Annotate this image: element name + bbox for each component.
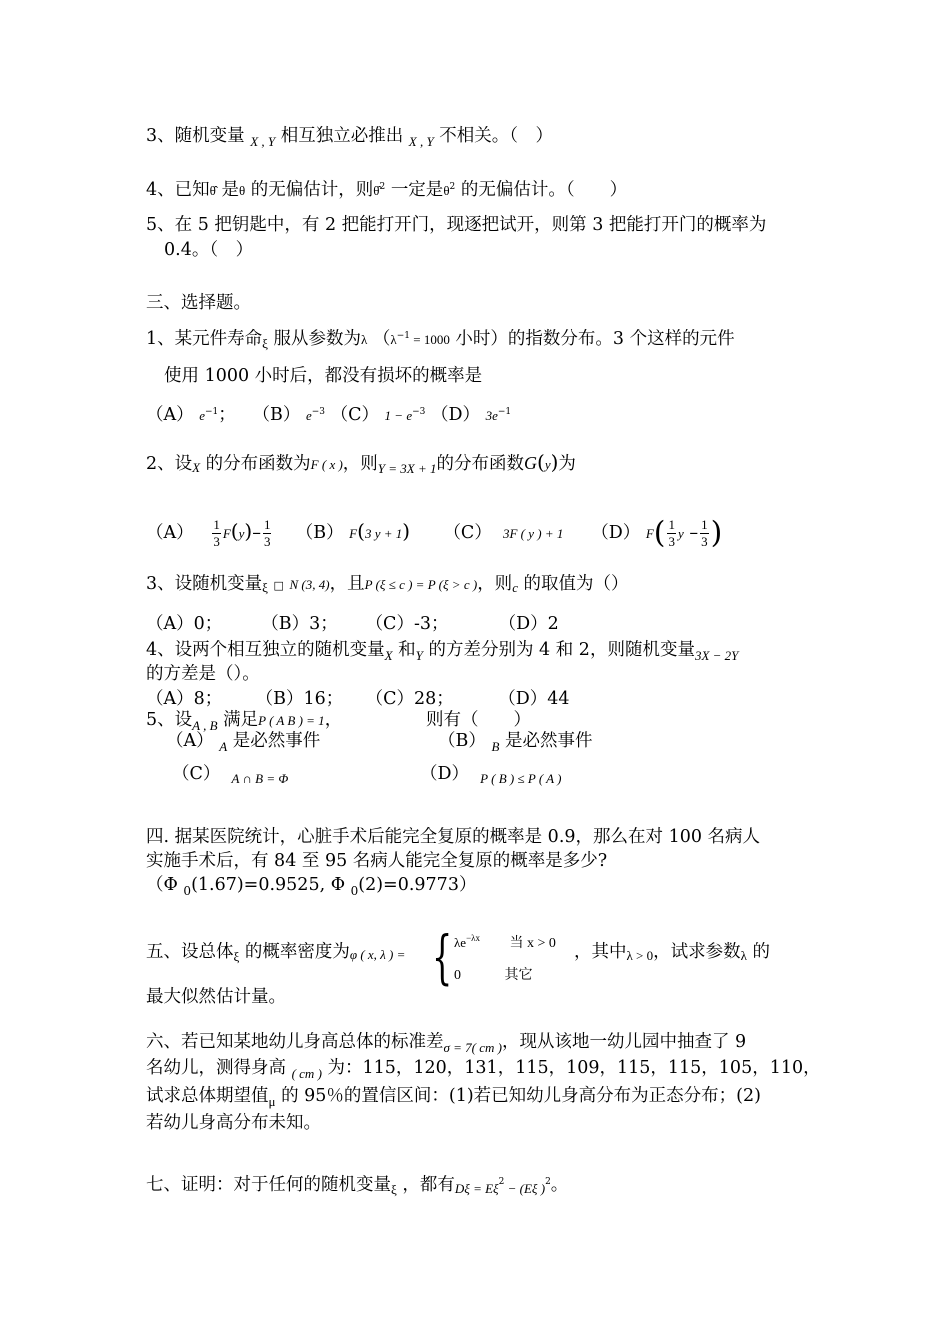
frac-num: 1 <box>700 517 709 534</box>
q5-line-2: 最大似然估计量。 <box>146 987 286 1007</box>
choice-q4-text-b: 和 <box>398 640 416 660</box>
choice-q3-text-a: 3、设随机变量 <box>146 574 263 594</box>
tf-question-4 <box>146 182 627 200</box>
choice-q1-line-2: 使用 1000 小时后，都没有损坏的概率是 <box>164 366 483 386</box>
tf-q3-text-c: 不相关。（ ） <box>439 126 554 146</box>
q5-brace: { <box>432 923 453 991</box>
choice-q1-opt-b-sup: −3 <box>311 407 325 417</box>
q5-case-2-cond: 其它 <box>504 968 533 983</box>
choice-q1-inv: −1 <box>396 331 410 341</box>
choice-q2-y: y <box>544 457 551 472</box>
frac-num: 1 <box>212 517 221 534</box>
tf-q4-theta-hat: θ̂ <box>209 183 216 198</box>
frac-num: 1 <box>263 517 272 534</box>
choice-q1-opt-a-sup: −1 <box>205 407 219 417</box>
q7-text-a: 七、证明：对于任何的随机变量 <box>146 1175 391 1195</box>
choice-q3-opt-a: （A）0； <box>146 614 223 634</box>
choice-q5-opt-c <box>172 766 288 784</box>
choice-q4-opt-b: （B）16； <box>255 689 344 709</box>
q4-sub-0: 0 <box>183 884 192 898</box>
choice-q4-x: X <box>384 648 393 663</box>
choice-q1-lam-expr: λ <box>390 332 397 347</box>
choice-q5-opt-b-label: （B） <box>438 731 486 751</box>
q6-text-l2b: 为：115，120，131，115，109，115，115，105，110， <box>327 1058 821 1078</box>
q6-text-a: 六、若已知某地幼儿身高总体的标准差 <box>146 1032 444 1052</box>
choice-q5-opt-b <box>438 731 593 754</box>
choice-q4-text-c: 的方差分别为 4 和 2，则随机变量 <box>428 640 695 660</box>
q7-mid: − (Eξ ) <box>504 1181 546 1196</box>
q7-line-1 <box>146 1177 568 1195</box>
q4-line-3 <box>146 875 477 898</box>
q6-line-3 <box>146 1086 761 1109</box>
choice-q3-text-c: ，则 <box>477 574 513 594</box>
q5-text-b: 的概率密度为 <box>244 942 350 962</box>
choice-q5-opt-a-label: （A） <box>166 731 214 751</box>
choice-q4-opt-a: （A）8； <box>146 689 223 709</box>
q4-sub-1: 0 <box>350 884 359 898</box>
q4-line-1: 四. 据某医院统计，心脏手术后能完全复原的概率是 0.9，那么在对 100 名病人 <box>146 827 761 847</box>
choice-q3-text-d: 的取值为（） <box>523 574 629 594</box>
q7-text-b: ，都有 <box>402 1175 455 1195</box>
choice-q5-ab: A , B <box>192 718 218 733</box>
choice-q5-opt-b-var: B <box>491 739 500 754</box>
choice-q3-xi: ξ <box>262 580 268 595</box>
choice-q1-paren: （ <box>372 329 391 349</box>
choice-q1-line-1 <box>146 331 735 349</box>
choice-q3-dist: N (3, 4) <box>289 577 330 592</box>
choice-q1-opt-c-sup: −3 <box>412 407 426 417</box>
choice-q2-opt-a-frac-2 <box>263 517 272 551</box>
q4-line-3-c: (2)=0.9773） <box>358 875 477 895</box>
choice-q1-text-b: 服从参数为 <box>273 329 362 349</box>
q5-case-1-cond: 当 x > 0 <box>509 936 556 951</box>
choice-q5-opt-d-label: （D） <box>420 764 470 784</box>
choice-q2-options: （A） $\frac{1}{3}$ F(y)– $\frac{1}{3}$ （B） F(3 y + 1) （C） 3F ( y ) + 1 （D） F( $\frac{1}{3}$ y – $\frac{1}{3}$ ) <box>146 515 723 551</box>
choice-q5-opt-c-expr: A ∩ B = Φ <box>231 771 289 786</box>
tf-q4-square-2: 2 <box>449 182 456 192</box>
choice-q2-opt-a-label: （A） <box>146 523 194 543</box>
choice-q4-line-1 <box>146 640 739 663</box>
choice-q1-xi: ξ <box>262 336 268 351</box>
choice-q4-text-a: 4、设两个相互独立的随机变量 <box>146 640 385 660</box>
q5-text-a: 五、设总体 <box>146 942 234 962</box>
choice-q1-options <box>146 407 511 425</box>
choice-q1-opt-d-label: （D） <box>430 405 480 425</box>
q6-line-1 <box>146 1032 747 1055</box>
choice-q1-opt-b-label: （B） <box>252 405 301 425</box>
choice-q3-box: □ <box>273 579 284 592</box>
choice-q2-line-1: 2、设X 的分布函数为F ( x )，则$_{Y = 3X + 1}$的分布函数G(y)为 <box>146 450 576 476</box>
frac-num: 1 <box>667 517 676 534</box>
choice-q5-text-b: 满足 <box>223 710 259 730</box>
q7-sup-1: 2 <box>498 1177 505 1187</box>
section-heading-choice: 三、选择题。 <box>146 293 251 313</box>
choice-q3-opt-b: （B）3； <box>261 614 338 634</box>
choice-q2-opt-d-y: y <box>677 526 684 541</box>
tf-q4-theta-hat-2: θ̂ <box>373 183 380 198</box>
frac-den: 3 <box>263 534 271 549</box>
q6-sigma: σ = 7( cm ) <box>443 1040 502 1055</box>
choice-q2-opt-b-inner: 3 y + 1 <box>364 526 403 541</box>
q5-case-2 <box>454 964 533 984</box>
q5-case-2-expr: 0 <box>454 968 461 983</box>
q5-text-d: ，试求参数 <box>653 942 741 962</box>
tf-q4-text-e: 的无偏估计。（ ） <box>460 180 628 200</box>
q7-sup-2: 2 <box>545 1177 551 1187</box>
tf-question-5-line-1: 5、在 5 把钥匙中，有 2 把能打开门，现逐把试开，则第 3 把能打开门的概率为 <box>146 215 767 235</box>
choice-q3-opt-c: （C）-3； <box>365 614 449 634</box>
q6-line-4: 若幼儿身高分布未知。 <box>146 1113 321 1133</box>
tf-q4-theta-2: θ <box>443 183 450 198</box>
frac-den: 3 <box>668 534 675 549</box>
tf-q4-text-d: 一定是 <box>390 180 444 200</box>
q5-xi: ξ <box>233 949 240 964</box>
q6-text-b: ，现从该地一幼儿园中抽查了 9 <box>502 1032 747 1052</box>
choice-q3-text-b: ，且 <box>329 574 365 594</box>
choice-q2-opt-c: 3F ( y ) + 1 <box>502 526 564 541</box>
choice-q2-opt-d-frac <box>667 517 676 551</box>
tf-q3-xy: X , Y <box>250 134 276 149</box>
choice-q1-lambda: λ <box>361 332 368 347</box>
tf-q3-text-b: 相互独立必推出 <box>280 126 404 146</box>
tf-q4-square: 2 <box>379 182 386 192</box>
tf-question-5-line-2: 0.4。（ ） <box>164 240 254 260</box>
choice-q1-opt-a-label: （A） <box>146 405 194 425</box>
choice-q4-expr: 3X − 2Y <box>694 648 739 663</box>
q5-text-e: 的 <box>752 942 771 962</box>
choice-q2-text-a: 2、设 <box>146 454 193 474</box>
choice-q2-opt-a-f: F <box>222 526 231 541</box>
q4-line-2: 实施手术后，有 84 至 95 名病人能完全复原的概率是多少? <box>146 851 608 871</box>
choice-q2-opt-c-label: （C） <box>443 523 492 543</box>
choice-q4-opt-c: （C）28； <box>365 689 454 709</box>
choice-q2-opt-a-y: y <box>238 526 245 541</box>
q5-lambda-gt: λ > 0 <box>626 948 654 963</box>
frac-den: 3 <box>213 534 220 549</box>
tf-q4-text-c: 的无偏估计，则 <box>250 180 374 200</box>
tf-q3-text-a: 3、随机变量 <box>146 126 245 146</box>
q7-xi: ξ <box>391 1182 397 1197</box>
choice-q1-opt-a-end: ； <box>218 405 236 425</box>
choice-q2-x: X <box>192 460 201 475</box>
choice-q3-options <box>146 616 559 634</box>
choice-q2-opt-b-label: （B） <box>295 523 344 543</box>
q7-expr: Dξ = Eξ <box>454 1181 499 1196</box>
frac-den: 3 <box>701 534 708 549</box>
choice-q2-fx: F ( x ) <box>310 457 343 472</box>
q5-case-1-expr: λe <box>454 935 467 950</box>
choice-q5-text-c: ， <box>324 710 343 730</box>
choice-q3-opt-d: （D）2 <box>498 614 559 634</box>
tf-question-3 <box>146 126 554 149</box>
q5-text-c: ，其中 <box>574 942 627 962</box>
choice-q2-opt-d-f: F <box>645 526 654 541</box>
choice-q4-opt-d: （D）44 <box>498 689 570 709</box>
choice-q5-opt-a <box>166 731 321 754</box>
q4-line-3-b: (1.67)=0.9525, Φ <box>191 875 351 895</box>
choice-q5-then: 则有（ ） <box>426 710 531 730</box>
q5-line-1 <box>146 944 405 962</box>
choice-q4-options <box>146 691 570 709</box>
choice-q1-opt-d: 3e <box>485 408 498 423</box>
choice-q3-line-1 <box>146 576 629 594</box>
choice-q5-opt-b-text: 是必然事件 <box>504 731 593 751</box>
tf-q4-theta: θ <box>238 183 246 198</box>
choice-q2-text-e: 为 <box>558 454 576 474</box>
q5-case-1 <box>454 932 556 952</box>
choice-q5-opt-c-label: （C） <box>172 764 221 784</box>
tf-q3-xy-2: X , Y <box>408 134 434 149</box>
tf-q4-text-a: 4、已知 <box>146 180 210 200</box>
choice-q5-opt-d-expr: P ( B ) ≤ P ( A ) <box>480 771 562 786</box>
choice-q5-text-a: 5、设 <box>146 710 193 730</box>
choice-q2-yexpr: Y = 3X + 1 <box>377 461 437 476</box>
choice-q5-line-1 <box>146 710 343 733</box>
choice-q2-opt-a-frac <box>212 517 221 551</box>
choice-q1-text-a: 1、某元件寿命 <box>146 329 263 349</box>
tf-q4-text-b: 是 <box>221 180 239 200</box>
choice-q1-eq: = 1000 <box>410 332 450 347</box>
q4-line-3-a: （Φ <box>146 875 184 895</box>
choice-q4-y: Y <box>415 648 423 663</box>
q6-text-l3b: 的 95％的置信区间：(1)若已知幼儿身高分布为正态分布；(2) <box>281 1086 761 1106</box>
choice-q2-opt-d-label: （D） <box>591 523 641 543</box>
choice-q1-opt-b: e <box>305 408 312 423</box>
q6-line-2 <box>146 1058 821 1081</box>
choice-q5-opt-d <box>420 766 561 784</box>
q6-cm: ( cm ) <box>291 1066 322 1081</box>
q5-lambda: λ <box>740 948 747 963</box>
q6-text-l2a: 名幼儿，测得身高 <box>146 1058 286 1078</box>
choice-q2-text-b: 的分布函数为 <box>205 454 311 474</box>
choice-q2-text-c: ，则 <box>342 454 378 474</box>
choice-q5-prob: P ( A B ) = 1 <box>258 713 325 728</box>
choice-q2-g: G <box>524 453 538 473</box>
q6-text-l3a: 试求总体期望值 <box>146 1086 269 1106</box>
choice-q2-opt-b-f: F <box>349 526 358 541</box>
choice-q1-opt-d-sup: −1 <box>497 407 512 417</box>
choice-q1-opt-a: e <box>199 408 205 423</box>
choice-q1-opt-c-label: （C） <box>330 405 379 425</box>
q5-case-1-sup: −λx <box>466 933 481 943</box>
choice-q1-opt-c: 1 − e <box>384 408 413 423</box>
q7-end: 。 <box>550 1175 569 1195</box>
choice-q1-text-d: 小时）的指数分布。3 个这样的元件 <box>449 329 735 349</box>
q5-phi: φ ( x, λ ) = <box>349 947 406 962</box>
choice-q2-opt-d-frac-2 <box>700 517 709 551</box>
q5-line-1-right <box>574 944 770 962</box>
choice-q2-text-d: 的分布函数 <box>436 454 525 474</box>
choice-q5-opt-a-text: 是必然事件 <box>232 731 321 751</box>
choice-q3-c: c <box>512 580 518 595</box>
q6-mu: μ <box>268 1094 276 1109</box>
choice-q4-line-2: 的方差是（）。 <box>146 664 260 684</box>
choice-q5-opt-a-var: A <box>219 739 228 754</box>
choice-q3-prob: P (ξ ≤ c ) = P (ξ > c ) <box>364 577 478 592</box>
